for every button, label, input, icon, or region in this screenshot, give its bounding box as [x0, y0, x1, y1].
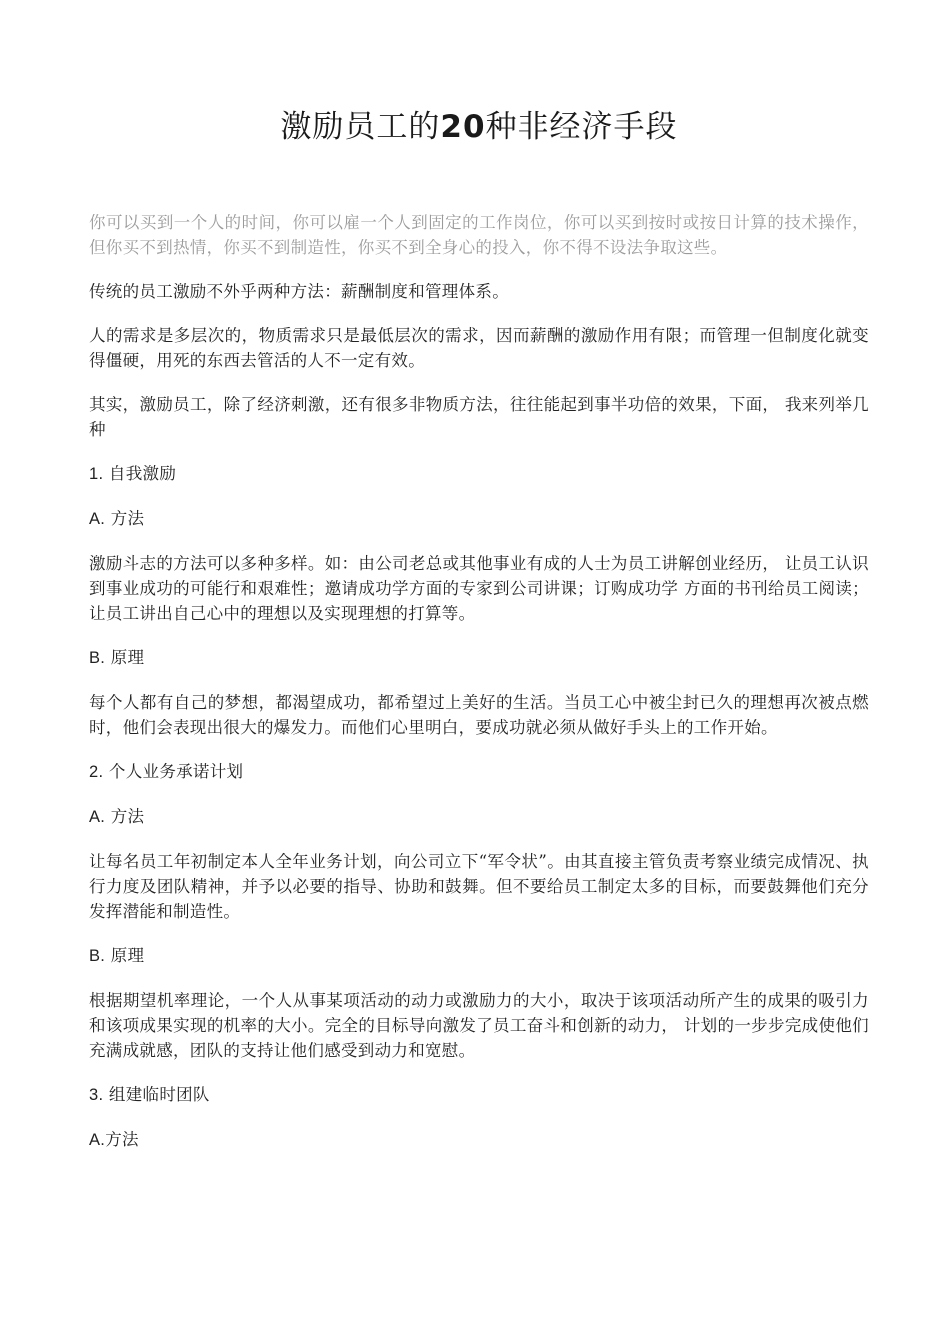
section-heading-1 [89, 461, 869, 487]
section-number: 3. [89, 1086, 104, 1104]
section-number: 1. [89, 465, 104, 483]
section-number: 2. [89, 763, 104, 781]
title-prefix: 激励员工的 [280, 109, 441, 145]
document-body [89, 210, 869, 1153]
method-body-2: 让每名员工年初制定本人全年业务计划，向公司立下“军令状”。由其直接主管负责考察业绩完成情况、执行力度及团队精神，并予以必要的指导、协助和鼓舞。但不要给员工制定太多的目标，而要鼓舞他们充分发挥潜能和制造性。 [89, 852, 869, 921]
section-heading-3 [89, 1082, 869, 1108]
principle-label: B. [89, 649, 106, 667]
principle-heading-2 [89, 943, 869, 969]
method-text: 方法 [110, 807, 145, 826]
section-title: 自我激励 [108, 464, 177, 483]
method-label: A. [89, 808, 106, 826]
principle-heading-1 [89, 645, 869, 671]
paragraph-nonmaterial: 其实，激励员工，除了经济刺激，还有很多非物质方法，往往能起到事半功倍的效果，下面， 我来列举几种 [89, 395, 869, 439]
section-title: 组建临时团队 [108, 1085, 210, 1104]
principle-text: 原理 [110, 946, 145, 965]
title-number: 20 [440, 109, 486, 145]
method-label: A. [89, 510, 106, 528]
principle-body-2: 根据期望机率理论，一个人从事某项活动的动力或激励力的大小，取决于该项活动所产生的成果的吸引力和该项成果实现的机率的大小。完全的目标导向激发了员工奋斗和创新的动力， 计划的一步步完成使他们充满成就感，团队的支持让他们感受到动力和宽慰。 [89, 991, 869, 1060]
document-page [89, 0, 869, 1172]
principle-body-1: 每个人都有自己的梦想，都渴望成功，都希望过上美好的生活。当员工心中被尘封已久的理想再次被点燃时，他们会表现出很大的爆发力。而他们心里明白，要成功就必须从做好手头上的工作开始。 [89, 693, 869, 737]
method-heading-3 [89, 1127, 869, 1153]
method-text: 方法 [110, 509, 145, 528]
method-label: A. [89, 1131, 106, 1149]
section-title: 个人业务承诺计划 [108, 762, 244, 781]
title-suffix: 种非经济手段 [485, 109, 678, 145]
method-body-1: 激励斗志的方法可以多种多样。如：由公司老总或其他事业有成的人士为员工讲解创业经历， 让员工认识到事业成功的可能行和艰难性；邀请成功学方面的专家到公司讲课；订购成功学 方面的书刊给员工阅读；让员工讲出自己心中的理想以及实现理想的打算等。 [89, 554, 869, 623]
method-heading-2 [89, 804, 869, 830]
method-heading-1 [89, 506, 869, 532]
paragraph-traditional: 传统的员工激励不外乎两种方法：薪酬制度和管理体系。 [89, 282, 509, 301]
principle-text: 原理 [110, 648, 145, 667]
method-text: 方法 [105, 1130, 139, 1149]
document-title [89, 104, 869, 150]
intro-paragraph: 你可以买到一个人的时间，你可以雇一个人到固定的工作岗位，你可以买到按时或按日计算的技术操作，但你买不到热情，你买不到制造性，你买不到全身心的投入，你不得不设法争取这些。 [89, 213, 869, 257]
principle-label: B. [89, 947, 106, 965]
section-heading-2 [89, 759, 869, 785]
paragraph-needs: 人的需求是多层次的，物质需求只是最低层次的需求，因而薪酬的激励作用有限；而管理一但制度化就变得僵硬，用死的东西去管活的人不一定有效。 [89, 326, 869, 370]
